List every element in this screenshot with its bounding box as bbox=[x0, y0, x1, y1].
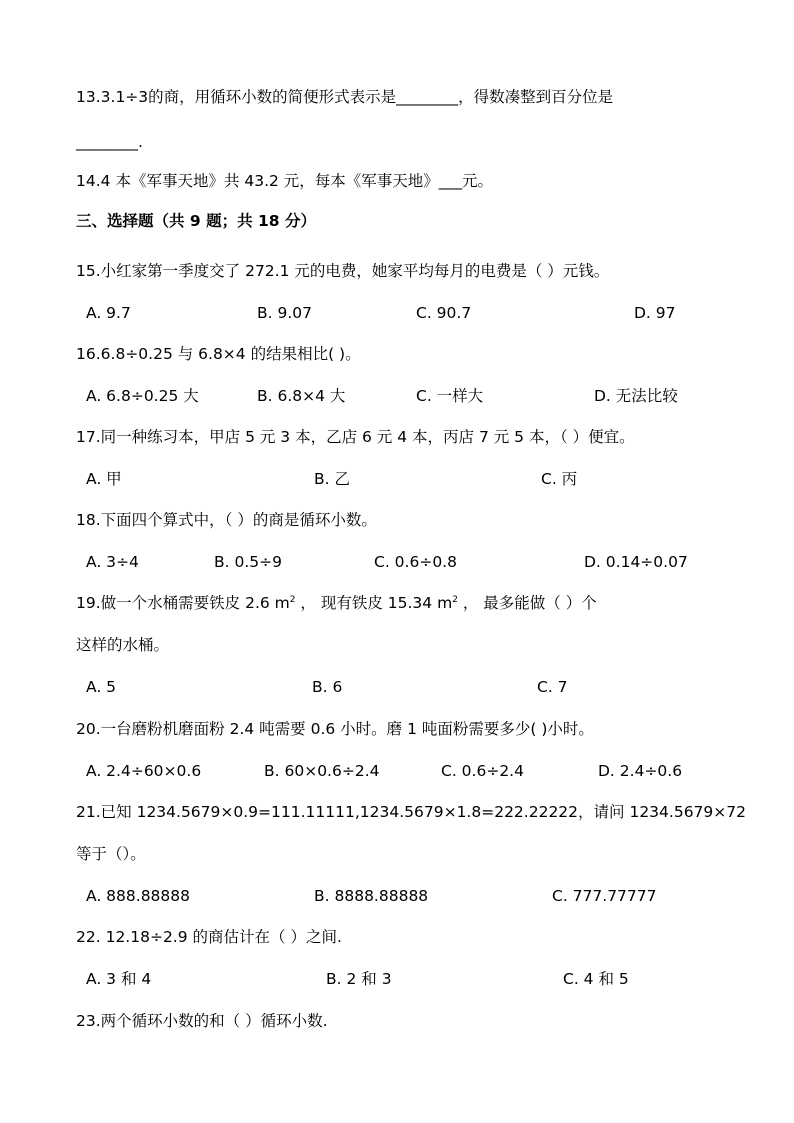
question-19-line-1 bbox=[76, 592, 597, 614]
q18-option-a: A. 3÷4 bbox=[86, 553, 139, 571]
q20-option-c: C. 0.6÷2.4 bbox=[441, 762, 524, 780]
question-21-line-2: 等于（）。 bbox=[76, 845, 146, 863]
q16-option-b: B. 6.8×4 大 bbox=[257, 387, 346, 405]
q16-option-d: D. 无法比较 bbox=[594, 387, 678, 405]
question-14: 14.4 本《军事天地》共 43.2 元，每本《军事天地》___元。 bbox=[76, 172, 494, 190]
q15-option-c: C. 90.7 bbox=[416, 304, 472, 322]
question-13-line-1: 13.3.1÷3的商，用循环小数的简便形式表示是________，得数凑整到百分位是 bbox=[76, 88, 614, 106]
q21-option-c: C. 777.77777 bbox=[552, 887, 657, 905]
question-13-line-2: ________. bbox=[76, 133, 143, 151]
q20-option-a: A. 2.4÷60×0.6 bbox=[86, 762, 202, 780]
question-17: 17.同一种练习本，甲店 5 元 3 本，乙店 6 元 4 本，丙店 7 元 5 本，（ ）便宜。 bbox=[76, 428, 635, 446]
q19-text-c: ， 最多能做（ ）个 bbox=[457, 594, 597, 612]
question-18: 18.下面四个算式中，（ ）的商是循环小数。 bbox=[76, 511, 377, 529]
q19-text-b: ， 现有铁皮 15.34 m bbox=[295, 594, 453, 612]
q18-option-d: D. 0.14÷0.07 bbox=[584, 553, 688, 571]
q15-option-d: D. 97 bbox=[634, 304, 676, 322]
q16-option-c: C. 一样大 bbox=[416, 387, 484, 405]
question-22: 22. 12.18÷2.9 的商估计在（ ）之间. bbox=[76, 928, 342, 946]
q16-option-a: A. 6.8÷0.25 大 bbox=[86, 387, 199, 405]
q19-text-a: 19.做一个水桶需要铁皮 2.6 m bbox=[76, 594, 290, 612]
section-3-heading: 三、选择题（共 9 题；共 18 分） bbox=[76, 212, 316, 230]
q19-superscript-a: 2 bbox=[289, 595, 296, 605]
q19-superscript-b: 2 bbox=[452, 595, 458, 605]
q18-option-b: B. 0.5÷9 bbox=[214, 553, 282, 571]
q15-option-b: B. 9.07 bbox=[257, 304, 312, 322]
question-15: 15.小红家第一季度交了 272.1 元的电费，她家平均每月的电费是（ ）元钱。 bbox=[76, 262, 610, 280]
q21-option-a: A. 888.88888 bbox=[86, 887, 191, 905]
q22-option-b: B. 2 和 3 bbox=[326, 970, 392, 988]
q15-option-a: A. 9.7 bbox=[86, 304, 131, 322]
question-21-line-1: 21.已知 1234.5679×0.9=111.11111,1234.5679×1.8=222.22222，请问 1234.5679×72 bbox=[76, 803, 746, 821]
q17-option-a: A. 甲 bbox=[86, 470, 122, 488]
q17-option-b: B. 乙 bbox=[314, 470, 350, 488]
q19-option-c: C. 7 bbox=[537, 678, 568, 696]
question-19-line-2: 这样的水桶。 bbox=[76, 636, 170, 654]
q22-option-c: C. 4 和 5 bbox=[563, 970, 629, 988]
question-20: 20.一台磨粉机磨面粉 2.4 吨需要 0.6 小时。磨 1 吨面粉需要多少( )小时。 bbox=[76, 720, 594, 738]
q20-option-d: D. 2.4÷0.6 bbox=[598, 762, 683, 780]
q21-option-b: B. 8888.88888 bbox=[314, 887, 429, 905]
q17-option-c: C. 丙 bbox=[541, 470, 578, 488]
q19-option-b: B. 6 bbox=[312, 678, 343, 696]
question-16: 16.6.8÷0.25 与 6.8×4 的结果相比( )。 bbox=[76, 345, 361, 363]
q19-option-a: A. 5 bbox=[86, 678, 117, 696]
q22-option-a: A. 3 和 4 bbox=[86, 970, 152, 988]
q18-option-c: C. 0.6÷0.8 bbox=[374, 553, 457, 571]
q20-option-b: B. 60×0.6÷2.4 bbox=[264, 762, 380, 780]
question-23: 23.两个循环小数的和（ ）循环小数. bbox=[76, 1012, 328, 1030]
